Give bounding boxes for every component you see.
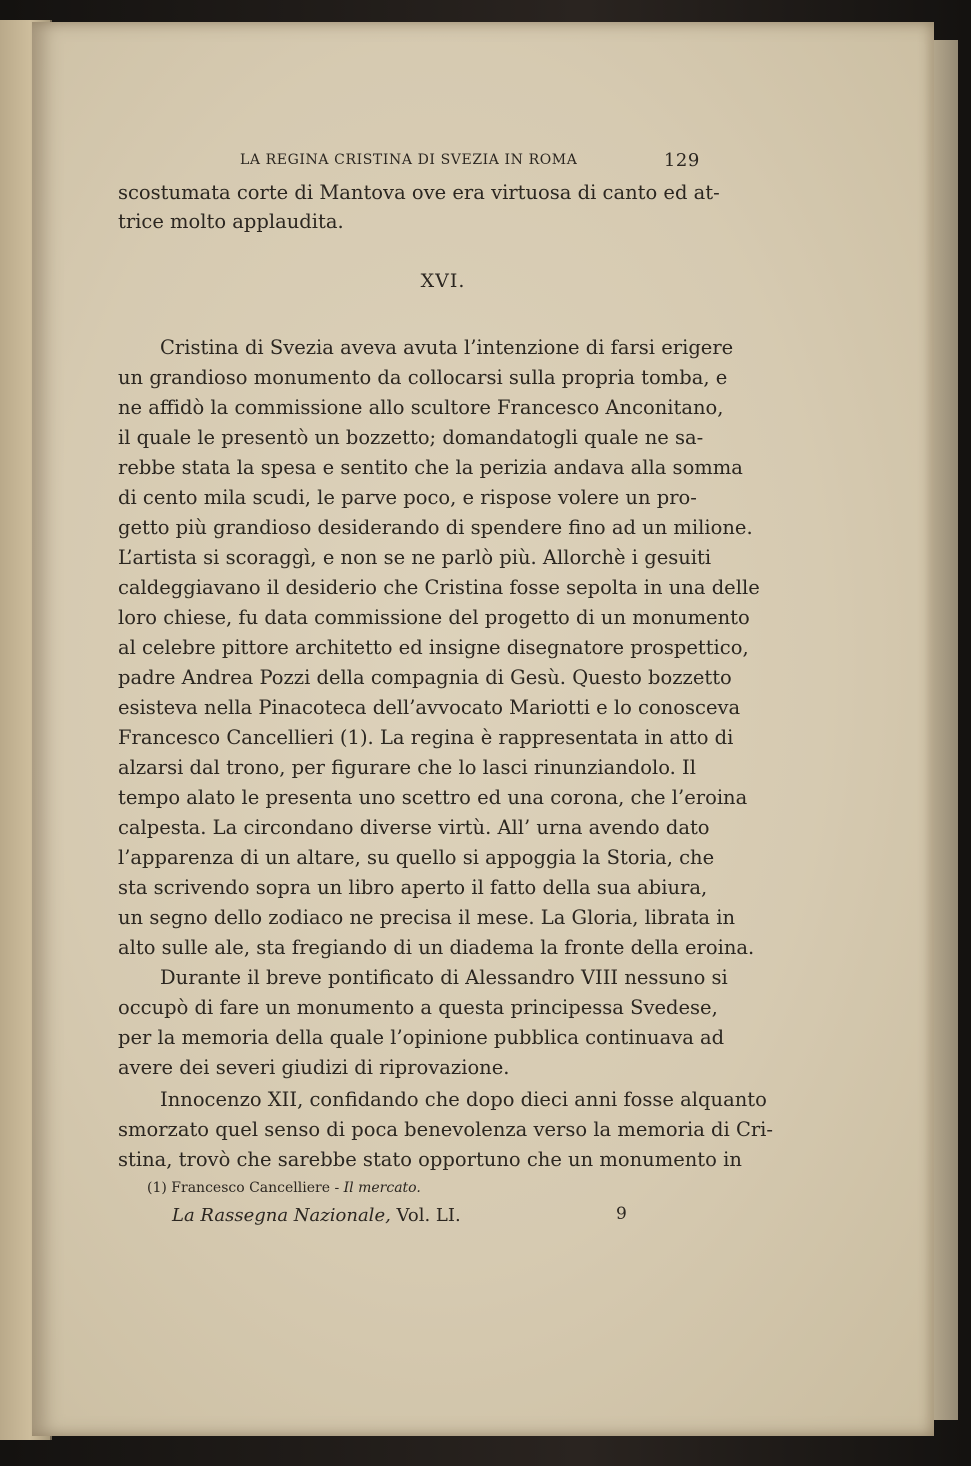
paragraph-line: padre Andrea Pozzi della compagnia di Gesù. Questo bozzetto	[118, 666, 732, 689]
paragraph-line: stina, trovò che sarebbe stato opportuno che un monumento in	[118, 1148, 742, 1171]
paragraph-line: occupò di fare un monumento a questa principessa Svedese,	[118, 996, 718, 1019]
paragraph-line: sta scrivendo sopra un libro aperto il fatto della sua abiura,	[118, 876, 708, 899]
text-line: scostumata corte di Mantova ove era virtuosa di canto ed at-	[118, 181, 720, 204]
paragraph-line: getto più grandioso desiderando di spendere fino ad un milione.	[118, 516, 753, 539]
paragraph-line: un grandioso monumento da collocarsi sulla propria tomba, e	[118, 366, 728, 389]
text-line: trice molto applaudita.	[118, 210, 344, 233]
paragraph-line: l’apparenza di un altare, su quello si appoggia la Storia, che	[118, 846, 715, 869]
footnote	[147, 1180, 421, 1196]
paragraph-line: Durante il breve pontificato di Alessandro VIII nessuno si	[160, 966, 728, 989]
paragraph-line: smorzato quel senso di poca benevolenza verso la memoria di Cri-	[118, 1118, 774, 1141]
paragraph-line: L’artista si scoraggì, e non se ne parlò più. Allorchè i gesuiti	[118, 546, 712, 569]
paragraph-line: rebbe stata la spesa e sentito che la perizia andava alla somma	[118, 456, 743, 479]
paragraph-line: Cristina di Svezia aveva avuta l’intenzione di farsi erigere	[160, 336, 734, 359]
paragraph-line: avere dei severi giudizi di riprovazione.	[118, 1056, 510, 1079]
paragraph-line: tempo alato le presenta uno scettro ed una corona, che l’eroina	[118, 786, 748, 809]
footnote-marker: (1)	[147, 1180, 167, 1196]
footnote-work: Il mercato.	[343, 1180, 421, 1196]
book-page	[32, 22, 934, 1436]
volume-label: Vol. LI.	[396, 1205, 461, 1226]
paragraph-line: un segno dello zodiaco ne precisa il mese. La Gloria, librata in	[118, 906, 736, 929]
footnote-author: Francesco Cancelliere -	[171, 1180, 340, 1196]
paragraph-line: calpesta. La circondano diverse virtù. All’ urna avendo dato	[118, 816, 710, 839]
paragraph-line: il quale le presentò un bozzetto; domandatogli quale ne sa-	[118, 426, 704, 449]
page-number: 129	[663, 150, 700, 171]
signature-line	[172, 1205, 461, 1226]
paragraph-line: Innocenzo XII, confidando che dopo dieci anni fosse alquanto	[160, 1088, 767, 1111]
paragraph-line: alzarsi dal trono, per figurare che lo lasci rinunziandolo. Il	[118, 756, 697, 779]
paragraph-line: per la memoria della quale l’opinione pubblica continuava ad	[118, 1026, 725, 1049]
paragraph-line: esisteva nella Pinacoteca dell’avvocato Mariotti e lo conosceva	[118, 696, 741, 719]
section-heading: XVI.	[420, 270, 466, 292]
running-title: LA REGINA CRISTINA DI SVEZIA IN ROMA	[240, 152, 578, 168]
paragraph-line: alto sulle ale, sta fregiando di un diadema la fronte della eroina.	[118, 936, 755, 959]
page-stack-edge	[930, 40, 958, 1420]
paragraph-line: al celebre pittore architetto ed insigne disegnatore prospettico,	[118, 636, 749, 659]
paragraph-line: di cento mila scudi, le parve poco, e rispose volere un pro-	[118, 486, 697, 509]
journal-title: La Rassegna Nazionale,	[172, 1205, 391, 1226]
paragraph-line: Francesco Cancellieri (1). La regina è rappresentata in atto di	[118, 726, 734, 749]
running-head	[240, 142, 700, 171]
paragraph-line: loro chiese, fu data commissione del progetto di un monumento	[118, 606, 750, 629]
paragraph-line: caldeggiavano il desiderio che Cristina fosse sepolta in una delle	[118, 576, 760, 599]
paragraph-line: ne affidò la commissione allo scultore Francesco Anconitano,	[118, 396, 724, 419]
sheet-number: 9	[616, 1204, 627, 1224]
